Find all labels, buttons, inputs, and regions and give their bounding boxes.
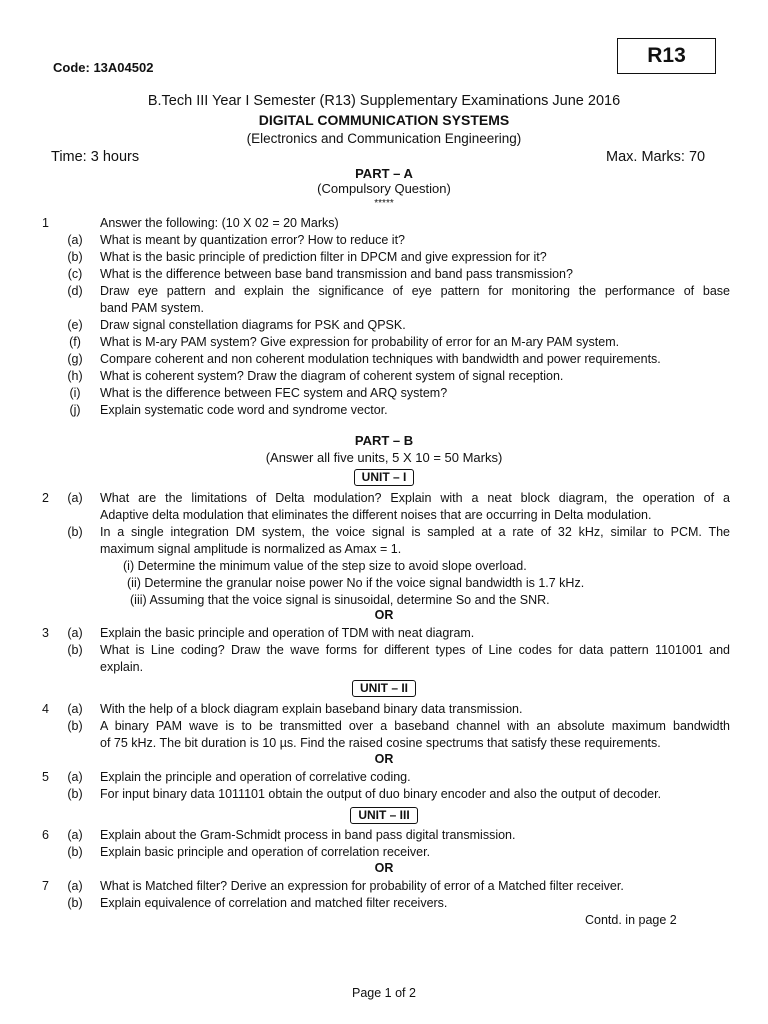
regulation-badge: R13 [617, 38, 716, 74]
question-number: 1 [42, 216, 49, 230]
question-3a: 3 (a) Explain the basic principle and operation of TDM with neat diagram. [42, 626, 475, 640]
question-5b: (b) For input binary data 1011101 obtain the output of duo binary encoder and also the output of decoder. [67, 787, 662, 801]
part-a-item: (c) What is the difference between base band transmission and band pass transmission? [67, 267, 573, 281]
part-a-item: (i) What is the difference between FEC system and ARQ system? [69, 386, 448, 400]
part-a-item: (f) What is M-ary PAM system? Give expression for probability of error for an M-ary PAM system. [69, 335, 620, 349]
question-1 [0, 215, 768, 232]
question-6b: (b) Explain basic principle and operation of correlation receiver. [67, 845, 431, 859]
part-a-item: (h) What is coherent system? Draw the diagram of coherent system of signal reception. [67, 369, 564, 383]
part-a-item: (g) Compare coherent and non coherent modulation techniques with bandwidth and power requirements. [67, 352, 661, 366]
question-7b: (b) Explain equivalence of correlation and matched filter receivers. [67, 896, 448, 910]
unit-3-label: UNIT – III [350, 807, 417, 824]
question-instruction: Answer the following: (10 X 02 = 20 Marks) [100, 216, 339, 230]
part-a-item-continued: band PAM system. [100, 301, 204, 315]
question-4a: 4 (a) With the help of a block diagram explain baseband binary data transmission. [42, 702, 523, 716]
part-a-title: PART – A [355, 166, 413, 181]
part-a-item: (a) What is meant by quantization error? How to reduce it? [67, 233, 406, 247]
question-6a: 6 (a) Explain about the Gram-Schmidt process in band pass digital transmission. [42, 828, 516, 842]
exam-code: Code: 13A04502 [53, 60, 154, 75]
question-2b: (b) In a single integration DM system, the voice signal is sampled at a rate of 32 kHz, similar to PCM. The [67, 525, 730, 539]
part-a-item: (b) What is the basic principle of prediction filter in DPCM and give expression for it? [67, 250, 547, 264]
exam-title: B.Tech III Year I Semester (R13) Supplementary Examinations June 2016 [147, 93, 621, 109]
part-a-item: (e) Draw signal constellation diagrams for PSK and QPSK. [67, 318, 406, 332]
part-a-item: (d) Draw eye pattern and explain the significance of eye pattern for monitoring the performance of base [67, 284, 730, 298]
or-separator: OR [374, 608, 394, 622]
or-separator: OR [374, 861, 394, 875]
part-b-title: PART – B [354, 433, 414, 448]
part-a-stars: ***** [374, 198, 394, 209]
question-4b: (b) A binary PAM wave is to be transmitted over a baseband channel with an absolute maximum bandwidth [67, 719, 730, 733]
unit-2-label: UNIT – II [352, 680, 416, 697]
unit-1-label: UNIT – I [354, 469, 415, 486]
page-number: Page 1 of 2 [352, 986, 416, 1000]
branch-title: (Electronics and Communication Engineering) [246, 131, 522, 146]
question-7a: 7 (a) What is Matched filter? Derive an expression for probability of error of a Matched filter receiver. [42, 879, 624, 893]
or-separator: OR [374, 752, 394, 766]
question-2a: 2 (a) What are the limitations of Delta modulation? Explain with a neat block diagram, the operation of a [42, 491, 730, 505]
question-5a: 5 (a) Explain the principle and operation of correlative coding. [42, 770, 411, 784]
part-a-item: (j) Explain systematic code word and syndrome vector. [69, 403, 388, 417]
subject-title: DIGITAL COMMUNICATION SYSTEMS [258, 112, 510, 128]
part-b-subtitle: (Answer all five units, 5 X 10 = 50 Marks) [265, 450, 503, 465]
max-marks: Max. Marks: 70 [606, 149, 706, 165]
part-a-subtitle: (Compulsory Question) [317, 181, 451, 196]
exam-time: Time: 3 hours [51, 149, 140, 165]
question-3b: (b) What is Line coding? Draw the wave forms for different types of Line codes for data pattern 1101001 and [67, 643, 730, 657]
continued-note: Contd. in page 2 [585, 913, 677, 927]
